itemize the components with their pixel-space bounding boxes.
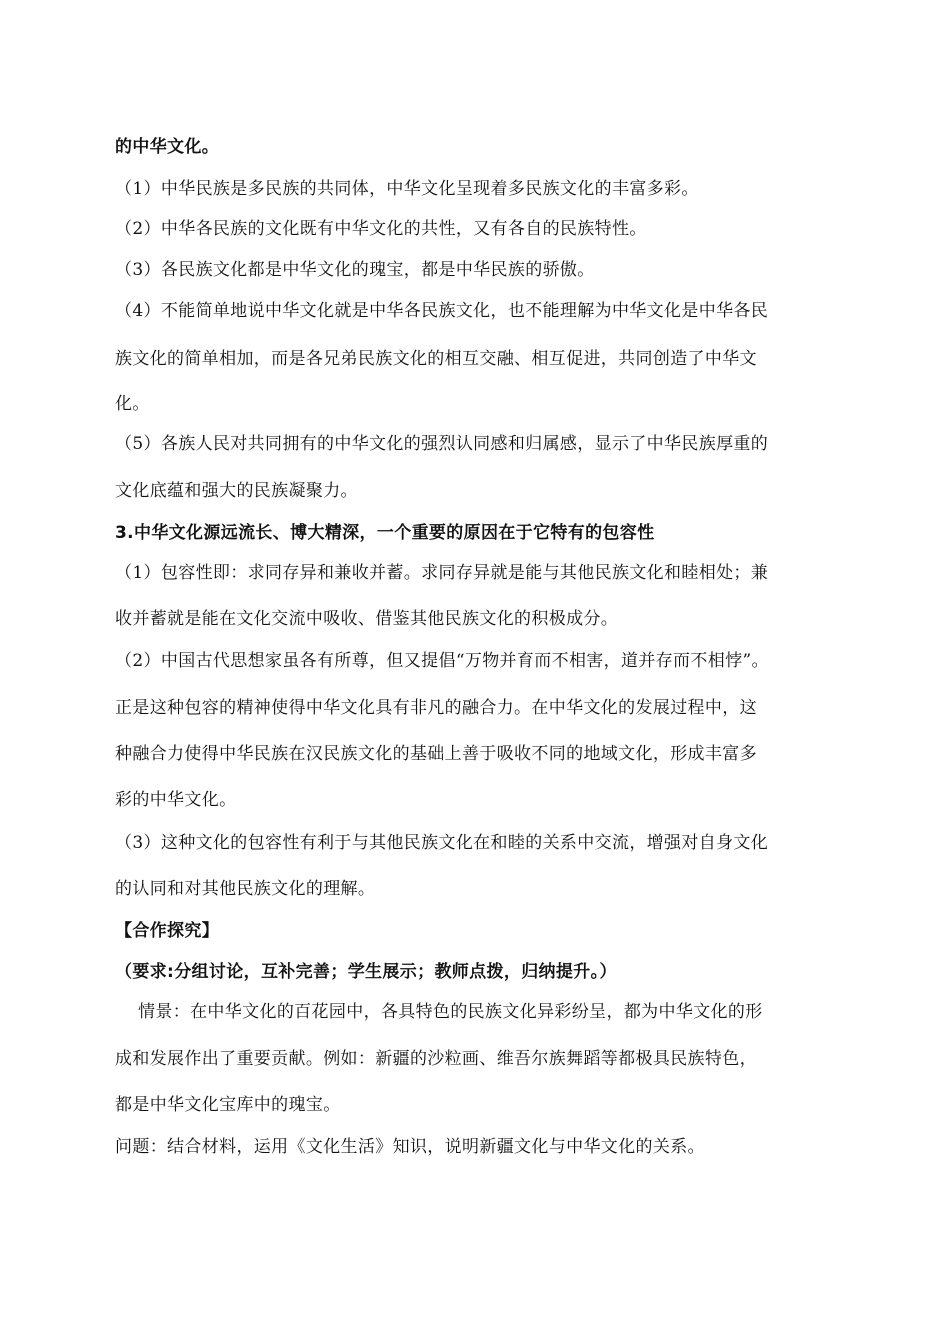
text-line: （3）这种文化的包容性有利于与其他民族文化在和睦的关系中交流，增强对自身文化: [115, 833, 769, 853]
text-line: （2）中国古代思想家虽各有所尊，但又提倡“万物并育而不相害，道并存而不相悖”。: [115, 651, 769, 671]
question-line: 问题：结合材料，运用《文化生活》知识，说明新疆文化与中华文化的关系。: [115, 1137, 705, 1157]
text-line: （1）包容性即：求同存异和兼收并蓄。求同存异就是能与其他民族文化和睦相处；兼: [115, 563, 769, 583]
text-line: 的中华文化。: [115, 137, 220, 157]
text-line: 正是这种包容的精神使得中华文化具有非凡的融合力。在中华文化的发展过程中，这: [115, 698, 757, 718]
text-line: 收并蓄就是能在文化交流中吸收、借鉴其他民族文化的积极成分。: [115, 609, 619, 629]
text-line: 种融合力使得中华民族在汉民族文化的基础上善于吸收不同的地域文化，形成丰富多: [115, 744, 757, 764]
text-line: 成和发展作出了重要贡献。例如：新疆的沙粒画、维吾尔族舞蹈等都极具民族特色，: [115, 1049, 757, 1069]
text-line: 的认同和对其他民族文化的理解。: [115, 879, 376, 899]
text-line: 都是中华文化宝库中的瑰宝。: [115, 1095, 341, 1115]
text-line: 化。: [115, 394, 150, 414]
text-line: （4）不能简单地说中华文化就是中华各民族文化，也不能理解为中华文化是中华各民: [115, 301, 769, 321]
text-line: （5）各族人民对共同拥有的中华文化的强烈认同感和归属感，显示了中华民族厚重的: [115, 434, 769, 454]
text-line: （2）中华各民族的文化既有中华文化的共性，又有各自的民族特性。: [115, 219, 647, 239]
section-heading: 【合作探究】: [115, 921, 220, 941]
text-line: （1）中华民族是多民族的共同体，中华文化呈现着多民族文化的丰富多彩。: [115, 179, 699, 199]
requirement-note: （要求:分组讨论，互补完善；学生展示；教师点拨，归纳提升。）: [115, 962, 617, 982]
text-line: （3）各民族文化都是中华文化的瑰宝，都是中华民族的骄傲。: [115, 260, 595, 280]
text-line: 文化底蕴和强大的民族凝聚力。: [115, 481, 358, 501]
section-heading: 3.中华文化源远流长、博大精深，一个重要的原因在于它特有的包容性: [115, 523, 655, 543]
text-line: 族文化的简单相加，而是各兄弟民族文化的相互交融、相互促进，共同创造了中华文: [115, 349, 757, 369]
text-line: 彩的中华文化。: [115, 790, 237, 810]
text-line: 情景：在中华文化的百花园中，各具特色的民族文化异彩纷呈，都为中华文化的形: [115, 1002, 763, 1022]
